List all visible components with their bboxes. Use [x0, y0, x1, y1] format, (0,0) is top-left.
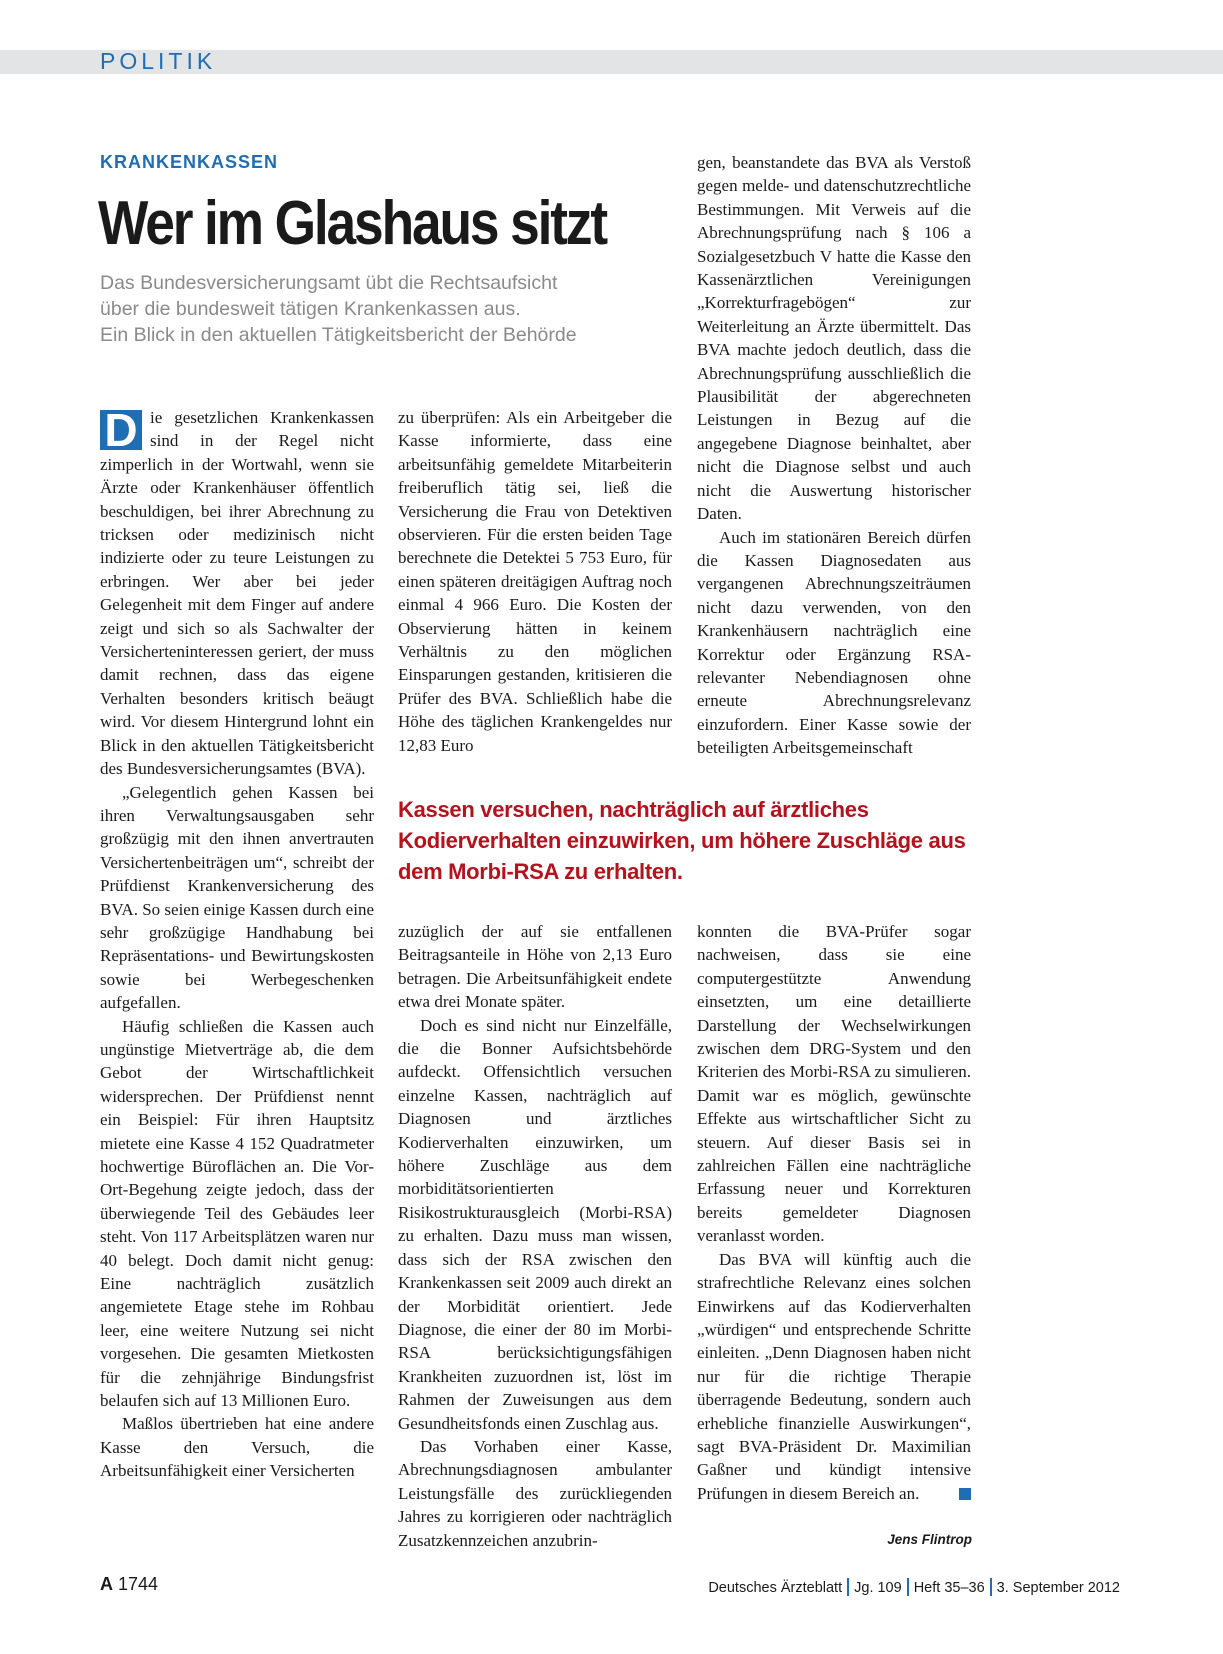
- journal-name: Deutsches Ärzteblatt: [708, 1580, 843, 1596]
- article-lead: Das Bundesversicherungsamt übt die Rechtsaufsicht über die bundesweit tätigen Krankenkassen aus. Ein Blick in den aktuellen Tätigkeitsbericht der Behörde: [100, 272, 577, 346]
- end-mark-icon: [959, 1488, 971, 1500]
- journal-volume: Jg. 109: [854, 1580, 902, 1596]
- column-1: [100, 406, 374, 1483]
- pull-quote: Kassen versuchen, nachträglich auf ärztliches Kodierverhalten einzuwirken, um höhere Zuschläge aus dem Morbi-RSA zu erhalten.: [398, 797, 966, 884]
- divider: [847, 1578, 849, 1596]
- column-3-bottom: [697, 920, 971, 1505]
- journal-issue: Heft 35–36: [913, 1580, 985, 1596]
- column-2-top: [398, 406, 672, 757]
- paragraph: konnten die BVA-Prüfer sogar nachweisen, dass sie eine computergestützte Anwendung einsetzten, um eine detaillierte Darstellung der Wechselwirkungen zwischen dem DRG-System und den Kriterien des Morbi-RSA zu simulieren. Damit war es möglich, gewünschte Effekte aus wirtschaftlicher Sicht zu steuern. Auf dieser Basis sei in zahlreichen Fällen eine nachträgliche Erfassung neuer und Korrekturen bereits gemeldeter Diagnosen veranlasst worden.: [697, 922, 971, 1246]
- divider: [990, 1578, 992, 1596]
- paragraph: „Gelegentlich gehen Kassen bei ihren Verwaltungsausgaben sehr großzügig mit den ihnen anvertrauten Versichertenbeiträgen um“, schreibt der Prüfdienst Krankenversicherung des BVA. So seien einige Kassen durch eine sehr großzügige Handhabung bei Repräsentations- und Bewirtungskosten sowie bei Werbegeschenken aufgefallen.: [100, 782, 374, 1013]
- page-number: A 1744: [100, 1574, 159, 1594]
- paragraph: gen, beanstandete das BVA als Verstoß gegen melde- und datenschutzrechtliche Bestimmungen. Mit Verweis auf die Abrechnungsprüfung nach § 106 a Sozialgesetzbuch V hatte die Kasse den Kassenärztlichen Vereinigungen „Korrekturfragebögen“ zur Weiterleitung an Ärzte übermittelt. Das BVA machte jedoch deutlich, dass die Abrechnungsprüfung ausschließlich die Plausibilität der abgerechneten Leistungen in Bezug auf die angegebene Diagnose beinhaltet, aber nicht die Diagnose selbst und auch nicht die Auswertung historischer Daten.: [697, 153, 971, 524]
- dropcap: D: [100, 410, 142, 450]
- paragraph: zuzüglich der auf sie entfallenen Beitragsanteile in Höhe von 2,13 Euro betragen. Die Arbeitsunfähigkeit endete etwa drei Monate später.: [398, 922, 672, 1012]
- paragraph: Das BVA will künftig auch die strafrechtliche Relevanz eines solchen Einwirkens auf das Kodierverhalten „würdigen“ und entsprechende Schritte einleiten. „Denn Diagnosen haben nicht nur für die richtige Therapie überragende Bedeutung, sondern auch erhebliche finanzielle Auswirkungen“, sagt BVA-Präsident Dr. Maximilian Gaßner und kündigt intensive Prüfungen in diesem Bereich an.: [697, 1249, 971, 1503]
- paragraph: D ie gesetzlichen Krankenkassen sind in der Regel nicht zimperlich in der Wortwahl, wenn sie Ärzte oder Krankenhäuser öffentlich beschuldigen, bei ihrer Abrechnung zu tricksen oder medizinisch nicht indizierte oder zu teure Leistungen zu erbringen. Wer aber bei jeder Gelegenheit mit dem Finger auf andere zeigt und sich so als Sachwalter der Versicherteninteressen geriert, der muss damit rechnen, dass das eigene Verhalten besonders kritisch beäugt wird. Vor diesem Hintergrund lohnt ein Blick in den aktuellen Tätigkeitsbericht des Bundesversicherungsamtes (BVA).: [100, 404, 374, 779]
- author-byline: Jens Flintrop: [887, 1532, 972, 1547]
- section-label: POLITIK: [100, 48, 217, 74]
- paragraph: Auch im stationären Bereich dürfen die Kassen Diagnosedaten aus vergangenen Abrechnungszeiträumen nicht dazu verwenden, von den Krankenhäusern nachträglich eine Korrektur oder Ergänzung RSA-relevanter Nebendiagnosen ohne erneute Abrechnungsrelevanz einzufordern. Einer Kasse sowie der beteiligten Arbeitsgemeinschaft: [697, 527, 971, 758]
- article-kicker: KRANKENKASSEN: [100, 152, 279, 172]
- paragraph: Häufig schließen die Kassen auch ungünstige Mietverträge ab, die dem Gebot der Wirtschaftlichkeit widersprechen. Der Prüfdienst nennt ein Beispiel: Für ihren Hauptsitz mietete eine Kasse 4 152 Quadratmeter hochwertige Büroflächen an. Die Vor-Ort-Begehung zeigte jedoch, dass der überwiegende Teil des Gebäudes leer steht. Von 117 Arbeitsplätzen waren nur 40 belegt. Doch damit nicht genug: Eine nachträglich zusätzlich angemietete Etage stehe im Rohbau leer, eine weitere Nutzung sei nicht vorgesehen. Die gesamten Mietkosten für die zehnjährige Bindungsfrist belaufen sich auf 13 Millionen Euro.: [100, 1016, 374, 1411]
- journal-date: 3. September 2012: [996, 1580, 1120, 1596]
- paragraph: Doch es sind nicht nur Einzelfälle, die die Bonner Aufsichtsbehörde aufdeckt. Offensichtlich versuchen einzelne Kassen, nachträglich auf Diagnosen und ärztliches Kodierverhalten einzuwirken, um höhere Zuschläge aus dem morbiditätsorientierten Risikostrukturausgleich (Morbi-RSA) zu erhalten. Dazu muss man wissen, dass sich der RSA zwischen den Krankenkassen seit 2009 auch direkt an der Morbidität orientiert. Jede Diagnose, die einer der 80 im Morbi-RSA berücksichtigungsfähigen Krankheiten zuzuordnen ist, löst im Rahmen der Zuweisungen aus dem Gesundheitsfonds einen Zuschlag aus.: [398, 1015, 672, 1433]
- paragraph: Das Vorhaben einer Kasse, Abrechnungsdiagnosen ambulanter Leistungsfälle des zurückliegenden Jahres zu korrigieren oder nachträglich Zusatzkennzeichen anzubrin-: [398, 1436, 672, 1550]
- column-2-bottom: [398, 920, 672, 1552]
- article-headline: Wer im Glashaus sitzt: [98, 189, 606, 258]
- paragraph: Maßlos übertrieben hat eine andere Kasse den Versuch, die Arbeitsunfähigkeit einer Versicherten: [100, 1414, 374, 1481]
- column-3-top: [697, 151, 971, 760]
- journal-footer: [708, 1578, 1120, 1596]
- paragraph: zu überprüfen: Als ein Arbeitgeber die Kasse informierte, dass eine arbeitsunfähig gemeldete Mitarbeiterin freiberuflich tätig sei, ließ die Versicherung die Frau von Detektiven observieren. Für die ersten beiden Tage berechnete die Detektei 5 753 Euro, für einen späteren dreitägigen Auftrag noch einmal 4 966 Euro. Die Kosten der Observierung hätten in keinem Verhältnis zu den möglichen Einsparungen gestanden, kritisieren die Prüfer des BVA. Schließlich habe die Höhe des täglichen Krankengeldes nur 12,83 Euro: [398, 408, 672, 755]
- divider: [907, 1578, 909, 1596]
